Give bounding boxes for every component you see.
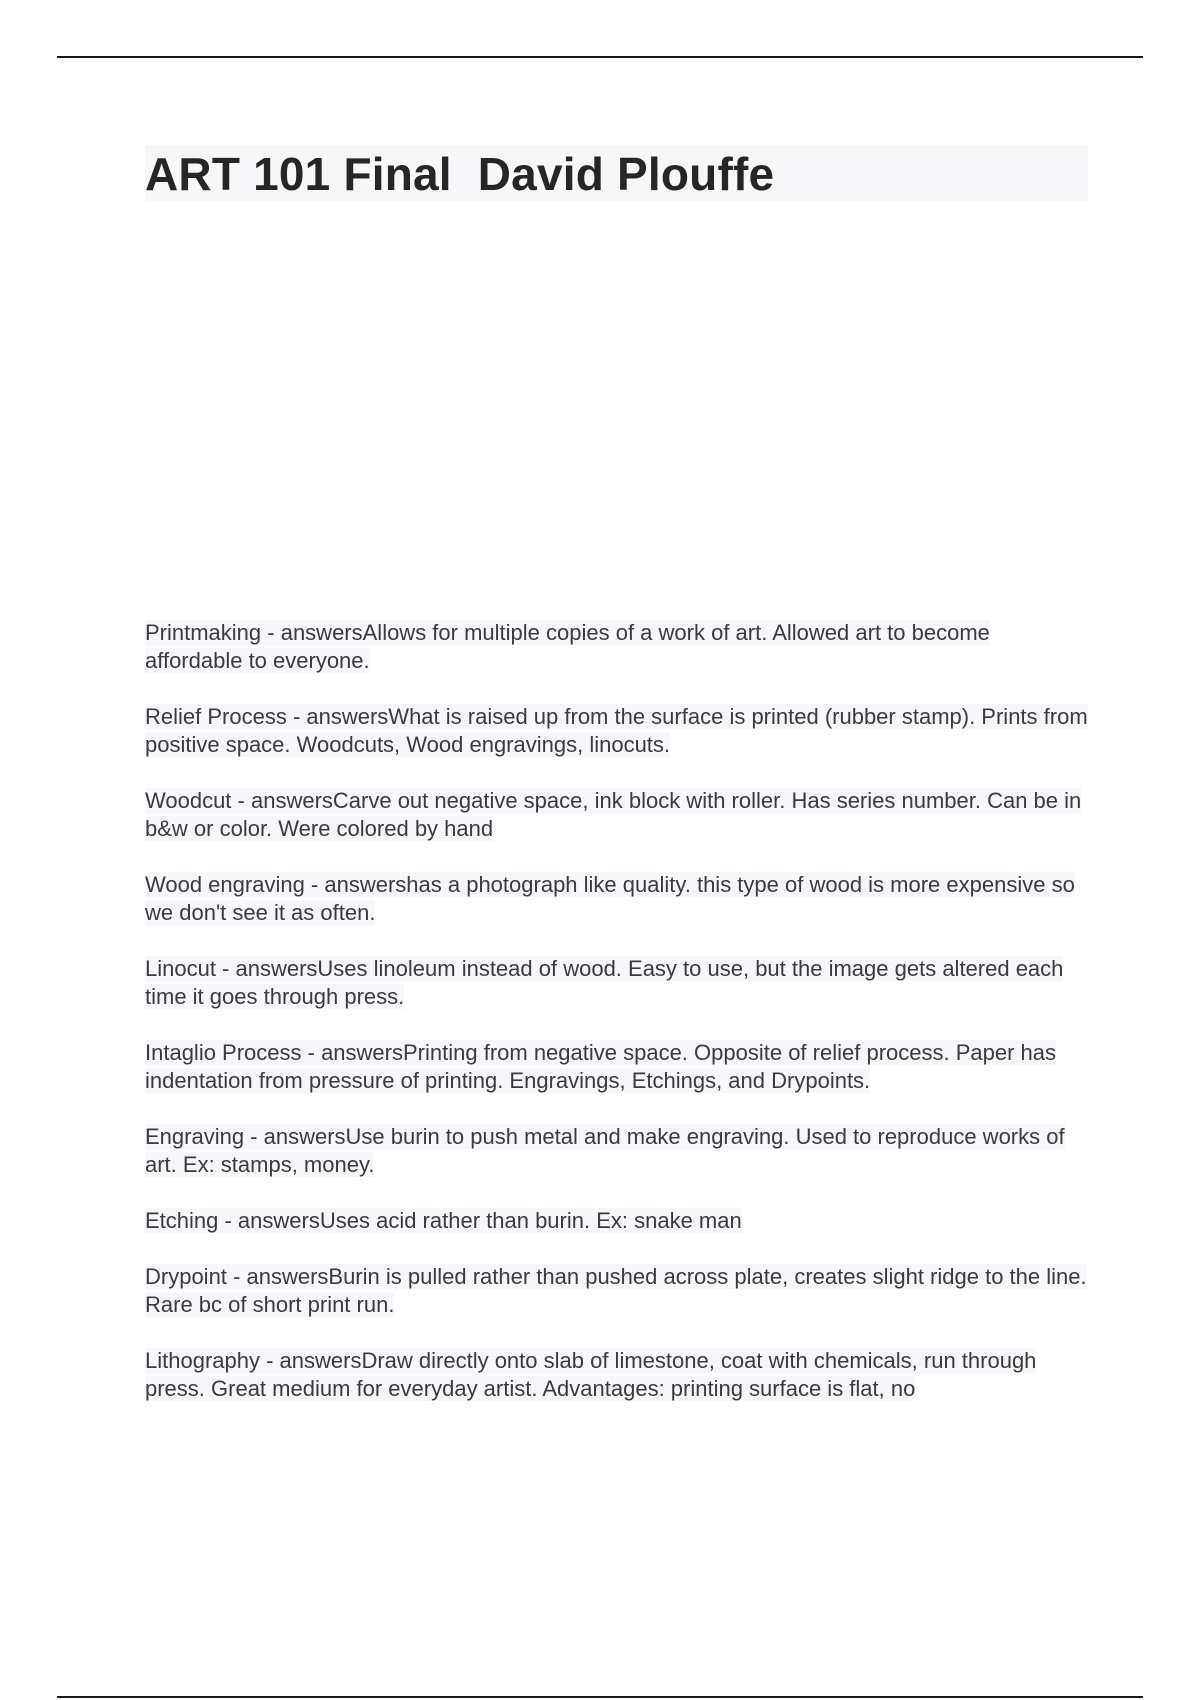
flashcard-text: Lithography - answersDraw directly onto slab of limestone, coat with chemicals, run through press. Great medium for everyday artist. Advantages: printing surface is flat, no [145,1348,1037,1401]
flashcard-wood-engraving [145,871,1090,927]
flashcard-drypoint [145,1263,1090,1319]
page-title: ART 101 Final David Plouffe [145,148,775,200]
flashcard-etching [145,1207,1090,1235]
flashcard-printmaking [145,619,1090,675]
flashcard-text: Wood engraving - answershas a photograph like quality. this type of wood is more expensive so we don't see it as often. [145,872,1075,925]
flashcard-text: Engraving - answersUse burin to push metal and make engraving. Used to reproduce works of art. Ex: stamps, money. [145,1124,1065,1177]
flashcard-woodcut [145,787,1090,843]
flashcard-intaglio-process [145,1039,1090,1095]
flashcard-text: Relief Process - answersWhat is raised up from the surface is printed (rubber stamp). Prints from positive space. Woodcuts, Wood engravings, linocuts. [145,704,1088,757]
flashcard-engraving [145,1123,1090,1179]
flashcard-text: Drypoint - answersBurin is pulled rather than pushed across plate, creates slight ridge to the line. Rare bc of short print run. [145,1264,1087,1317]
flashcard-text: Etching - answersUses acid rather than burin. Ex: snake man [145,1208,742,1233]
flashcard-text: Linocut - answersUses linoleum instead of wood. Easy to use, but the image gets altered each time it goes through press. [145,956,1064,1009]
flashcard-linocut [145,955,1090,1011]
bottom-rule [57,1696,1143,1698]
flashcard-lithography [145,1347,1090,1403]
flashcard-list [145,619,1090,1431]
top-rule [57,56,1143,58]
flashcard-text: Printmaking - answersAllows for multiple copies of a work of art. Allowed art to become affordable to everyone. [145,620,990,673]
flashcard-text: Woodcut - answersCarve out negative space, ink block with roller. Has series number. Can be in b&w or color. Were colored by hand [145,788,1082,841]
flashcard-relief-process [145,703,1090,759]
flashcard-text: Intaglio Process - answersPrinting from negative space. Opposite of relief process. Paper has indentation from pressure of printing. Engravings, Etchings, and Drypoints. [145,1040,1057,1093]
